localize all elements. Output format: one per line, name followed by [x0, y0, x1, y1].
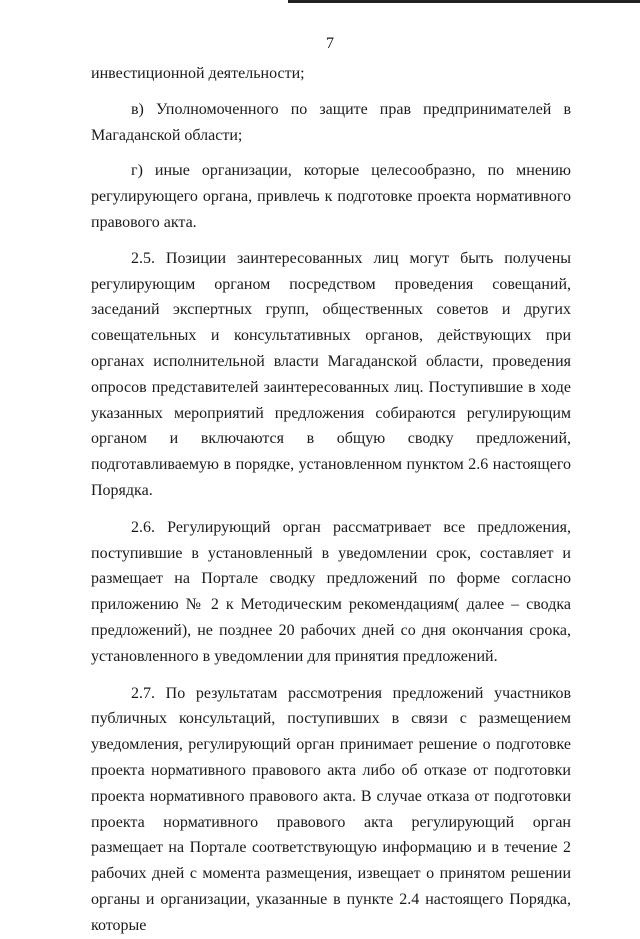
paragraph-2-5: 2.5. Позиции заинтересованных лиц могут быть получены регулирующим органом посредством проведения совещаний, заседаний экспертных групп, общественных советов и других совещательных и консультативных органов, действующих при органах исполнительной власти Магаданской области, проведения опросов представителей заинтересованных лиц. Поступившие в ходе указанных мероприятий предложения собираются регулирующим органом и включаются в общую сводку предложений, подготавливаемую в порядке, установленном пунктом 2.6 настоящего Порядка. [91, 249, 571, 499]
document-body [91, 61, 571, 939]
paragraph-2-6: 2.6. Регулирующий орган рассматривает все предложения, поступившие в установленный в уведомлении срок, составляет и размещает на Портале сводку предложений по форме согласно приложению № 2 к Методическим рекомендациям( далее – сводка предложений), не позднее 20 рабочих дней со дня окончания срока, установленного в уведомлении для принятия предложений. [91, 518, 571, 665]
paragraph-item-g: г) иные организации, которые целесообразно, по мнению регулирующего органа, привлечь к подготовке проекта нормативного правового акта. [91, 162, 571, 231]
paragraph-investment-continuation: инвестиционной деятельности; [91, 65, 305, 82]
paragraph-item-v: в) Уполномоченного по защите прав предпринимателей в Магаданской области; [91, 100, 571, 144]
page-number: 7 [326, 35, 334, 52]
top-border-line [288, 0, 640, 3]
paragraph-2-7: 2.7. По результатам рассмотрения предложений участников публичных консультаций, поступивших в связи с размещением уведомления, регулирующий орган принимает решение о подготовке проекта нормативного правового акта либо об отказе от подготовки проекта нормативного правового акта. В случае отказа от подготовки проекта нормативного правового акта регулирующий орган размещает на Портале соответствующую информацию и в течение 2 рабочих дней с момента размещения, извещает о принятом решении органы и организации, указанные в пункте 2.4 настоящего Порядка, которые [91, 684, 571, 934]
